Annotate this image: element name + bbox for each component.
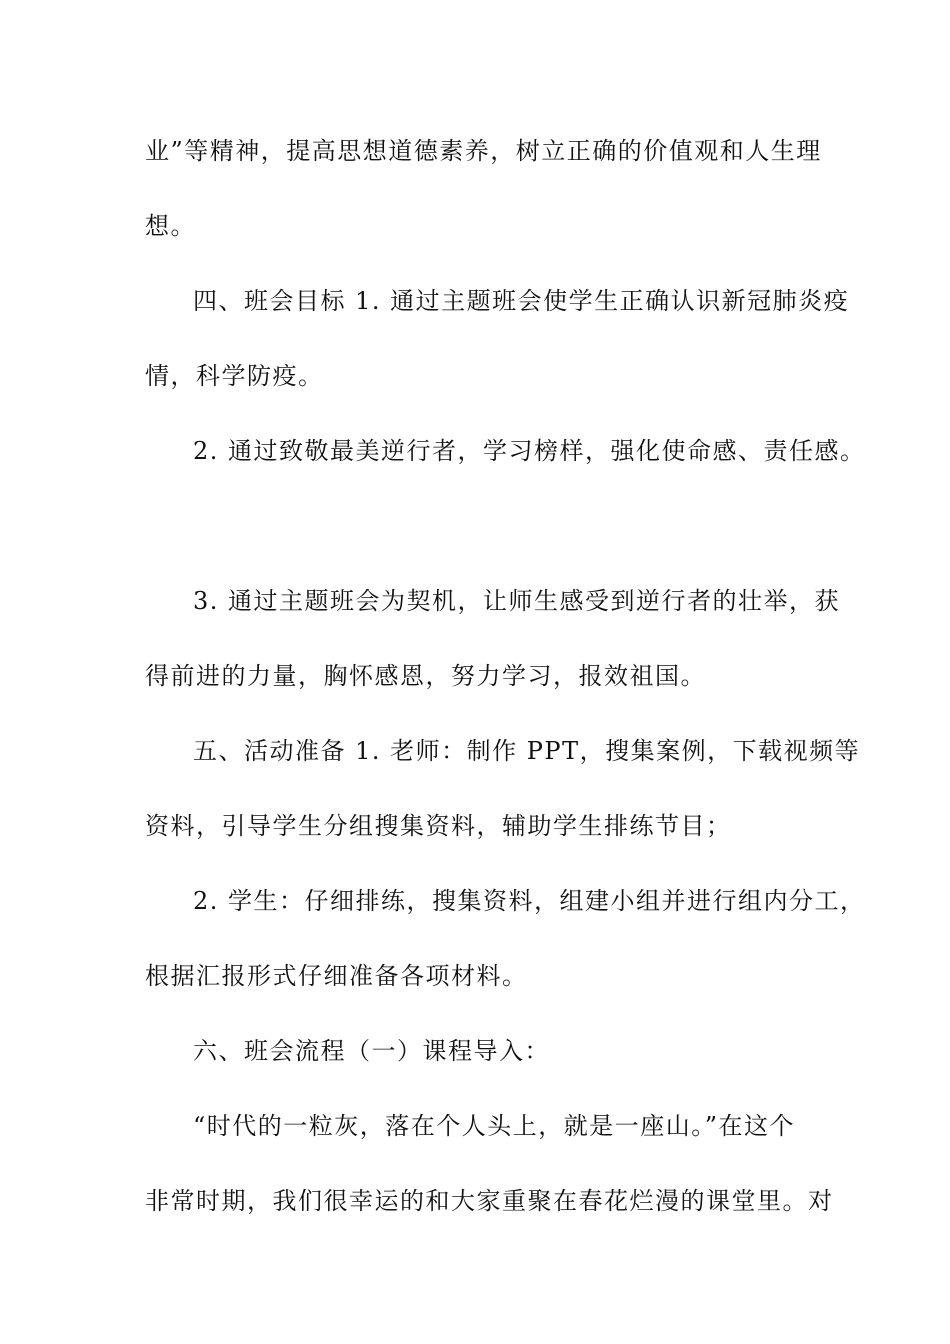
section-heading-preparation: 五、活动准备 1. 老师：制作 PPT，搜集案例，下载视频等 [193,737,861,765]
section-heading-goals: 四、班会目标 1. 通过主题班会使学生正确认识新冠肺炎疫 [193,287,850,315]
paragraph-line: “时代的一粒灰，落在个人头上，就是一座山。”在这个 [193,1112,796,1140]
paragraph-line: 情，科学防疫。 [145,362,324,390]
paragraph-line: 资料，引导学生分组搜集资料，辅助学生排练节目； [145,812,732,840]
paragraph-line: 根据汇报形式仔细准备各项材料。 [145,962,528,990]
paragraph-line: 想。 [145,212,196,240]
list-item: 2. 通过致敬最美逆行者，学习榜样，强化使命感、责任感。 [193,437,866,465]
section-heading-process: 六、班会流程（一）课程导入： [193,1037,550,1065]
list-item: 2. 学生：仔细排练，搜集资料，组建小组并进行组内分工， [193,887,866,915]
paragraph-line: 非常时期，我们很幸运的和大家重聚在春花烂漫的课堂里。对 [145,1187,834,1215]
list-item: 3. 通过主题班会为契机，让师生感受到逆行者的壮举，获 [193,587,841,615]
paragraph-line: 得前进的力量，胸怀感恩，努力学习，报效祖国。 [145,662,706,690]
paragraph-line: 业”等精神，提高思想道德素养，树立正确的价值观和人生理 [145,137,822,165]
